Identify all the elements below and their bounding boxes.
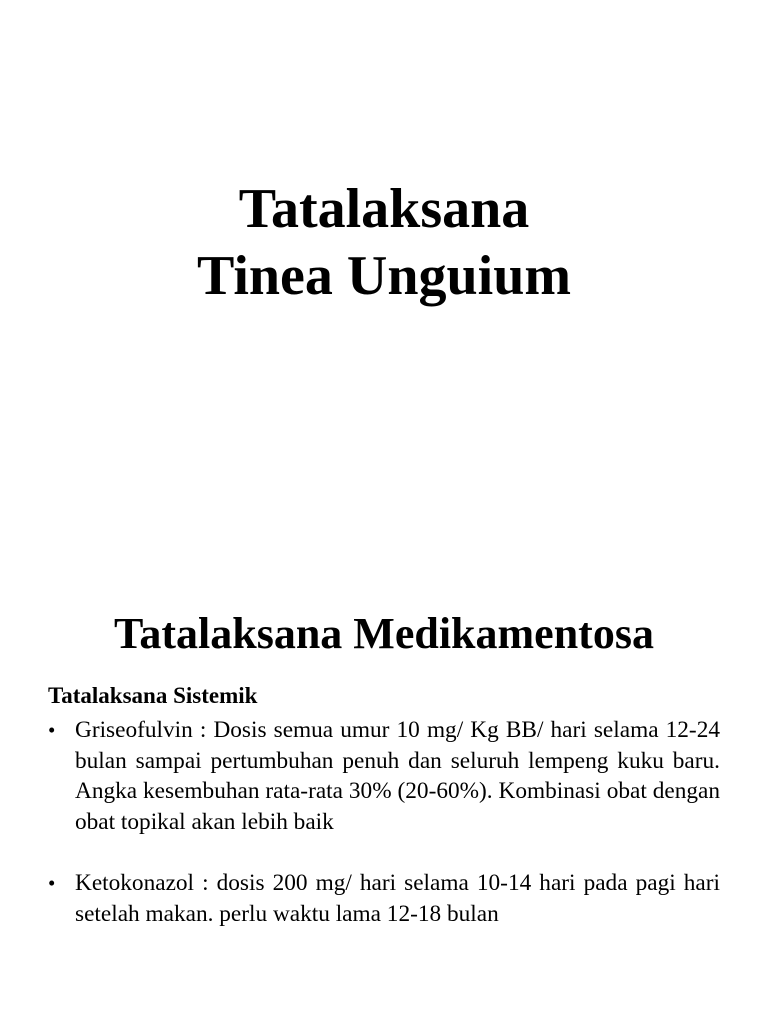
content-slide <box>0 576 768 1024</box>
bullet-list <box>48 715 720 929</box>
bullet-text-griseofulvin: Griseofulvin : Dosis semua umur 10 mg/ Kg BB/ hari selama 12-24 bulan sampai pertumbuhan penuh dan seluruh lempeng kuku baru. Angka kesembuhan rata-rata 30% (20-60%). Kombinasi obat dengan obat topikal akan lebih baik <box>75 717 720 836</box>
list-item <box>48 715 720 838</box>
section-subheading: Tatalaksana Sistemik <box>48 683 258 708</box>
bullet-icon: • <box>48 718 56 742</box>
slide-title <box>0 176 768 310</box>
slide-title-line-1: Tatalaksana <box>238 178 530 240</box>
bullet-text-ketokonazol: Ketokonazol : dosis 200 mg/ hari selama 10-14 hari pada pagi hari setelah makan. perlu waktu lama 12-18 bulan <box>75 869 720 927</box>
bullet-icon: • <box>48 870 56 895</box>
slide-title-line-2: Tinea Unguium <box>197 245 571 307</box>
list-item <box>48 868 720 929</box>
content-heading: Tatalaksana Medikamentosa <box>114 609 654 658</box>
